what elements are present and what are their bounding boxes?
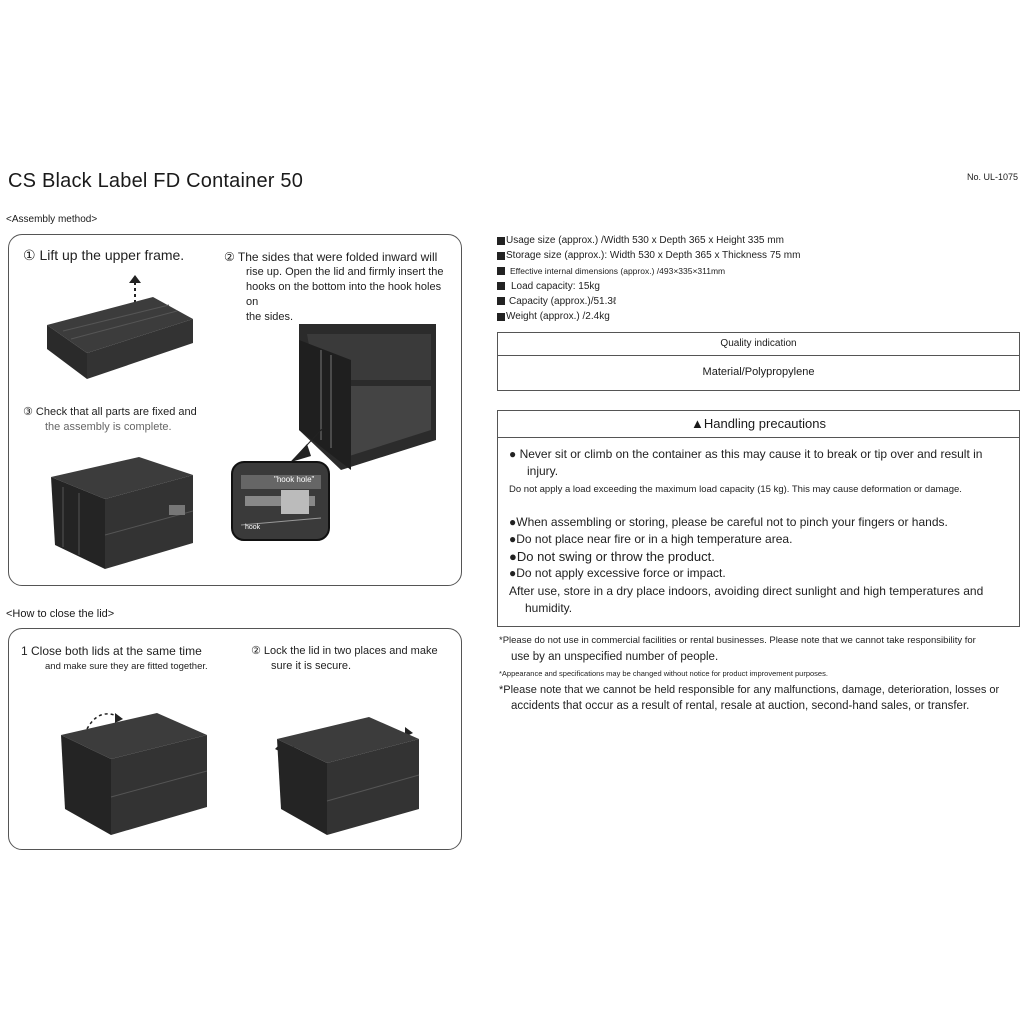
precautions-heading: ▲Handling precautions bbox=[498, 411, 1019, 438]
square-bullet-icon bbox=[497, 282, 505, 290]
close-lid-panel bbox=[8, 628, 462, 850]
spec-load-capacity: Load capacity: 15kg bbox=[497, 279, 1017, 294]
spec-usage-size: Usage size (approx.) /Width 530 x Depth 365 x Height 335 mm bbox=[497, 233, 1017, 248]
close-lid-step-2: ② Lock the lid in two places and make sure it is secure. bbox=[251, 645, 438, 672]
note-spec-change: *Appearance and specifications may be changed without notice for product improvement purposes. bbox=[499, 669, 828, 678]
quality-heading: Quality indication bbox=[498, 333, 1019, 356]
notes bbox=[499, 633, 1019, 714]
open-container-illustration bbox=[231, 320, 446, 545]
assembly-panel bbox=[8, 234, 462, 586]
square-bullet-icon bbox=[497, 267, 505, 275]
spec-capacity: Capacity (approx.)/51.3ℓ bbox=[497, 294, 1017, 309]
precaution-fire: ●Do not place near fire or in a high temperature area. bbox=[509, 532, 793, 546]
quality-material: Material/Polypropylene bbox=[702, 366, 815, 378]
precaution-sit-climb: ● Never sit or climb on the container as this may cause it to break or tip over and result in injury. bbox=[509, 447, 983, 478]
page-title: CS Black Label FD Container 50 bbox=[8, 170, 304, 192]
precaution-load-limit: Do not apply a load exceeding the maximum load capacity (15 kg). This may cause deformation or damage. bbox=[509, 484, 962, 495]
spec-list bbox=[497, 233, 1017, 324]
hook-callout: hook bbox=[245, 524, 261, 531]
quality-table bbox=[497, 332, 1020, 391]
spec-weight: Weight (approx.) /2.4kg bbox=[497, 309, 1017, 324]
assembly-step-3: ③ Check that all parts are fixed and the assembly is complete. bbox=[23, 406, 197, 433]
precaution-pinch: ●When assembling or storing, please be careful not to pinch your fingers or hands. bbox=[509, 515, 948, 529]
precaution-force: ●Do not apply excessive force or impact. bbox=[509, 566, 726, 580]
hook-hole-callout: "hook hole" bbox=[274, 475, 315, 484]
spec-storage-size: Storage size (approx.): Width 530 x Depth 365 x Thickness 75 mm bbox=[497, 248, 1017, 263]
precautions-box bbox=[497, 410, 1020, 627]
note-liability: *Please note that we cannot be held responsible for any malfunctions, damage, deterioration, losses or accidents that occur as a result of rental, resale at auction, second-hand sales, or transfer. bbox=[499, 684, 1000, 712]
square-bullet-icon bbox=[497, 297, 505, 305]
assembled-container-illustration bbox=[49, 447, 199, 572]
model-number: No. UL-1075 bbox=[966, 172, 1018, 182]
lock-lid-illustration bbox=[273, 709, 423, 839]
assembly-step-1: ① Lift up the upper frame. bbox=[23, 247, 185, 263]
close-lid-section-label: <How to close the lid> bbox=[6, 608, 115, 620]
note-commercial-use: *Please do not use in commercial facilities or rental businesses. Please note that we cannot take responsibility for use by an unspecified number of people. bbox=[499, 635, 976, 663]
precaution-throw: ●Do not swing or throw the product. bbox=[509, 549, 715, 564]
square-bullet-icon bbox=[497, 237, 505, 245]
close-lids-illustration bbox=[57, 699, 207, 839]
assembly-step-2: ② The sides that were folded inward will rise up. Open the lid and firmly insert the hooks on the bottom into the hook holes on the sides. bbox=[224, 250, 444, 323]
folded-container-illustration bbox=[43, 275, 203, 385]
square-bullet-icon bbox=[497, 252, 505, 260]
precaution-storage: After use, store in a dry place indoors, avoiding direct sunlight and high temperatures and humidity. bbox=[509, 584, 984, 615]
assembly-section-label: <Assembly method> bbox=[6, 214, 98, 225]
square-bullet-icon bbox=[497, 313, 505, 321]
close-lid-step-1: 1 Close both lids at the same time and make sure they are fitted together. bbox=[21, 644, 208, 672]
spec-internal-dimensions: Effective internal dimensions (approx.) /493×335×311mm bbox=[497, 263, 1017, 278]
